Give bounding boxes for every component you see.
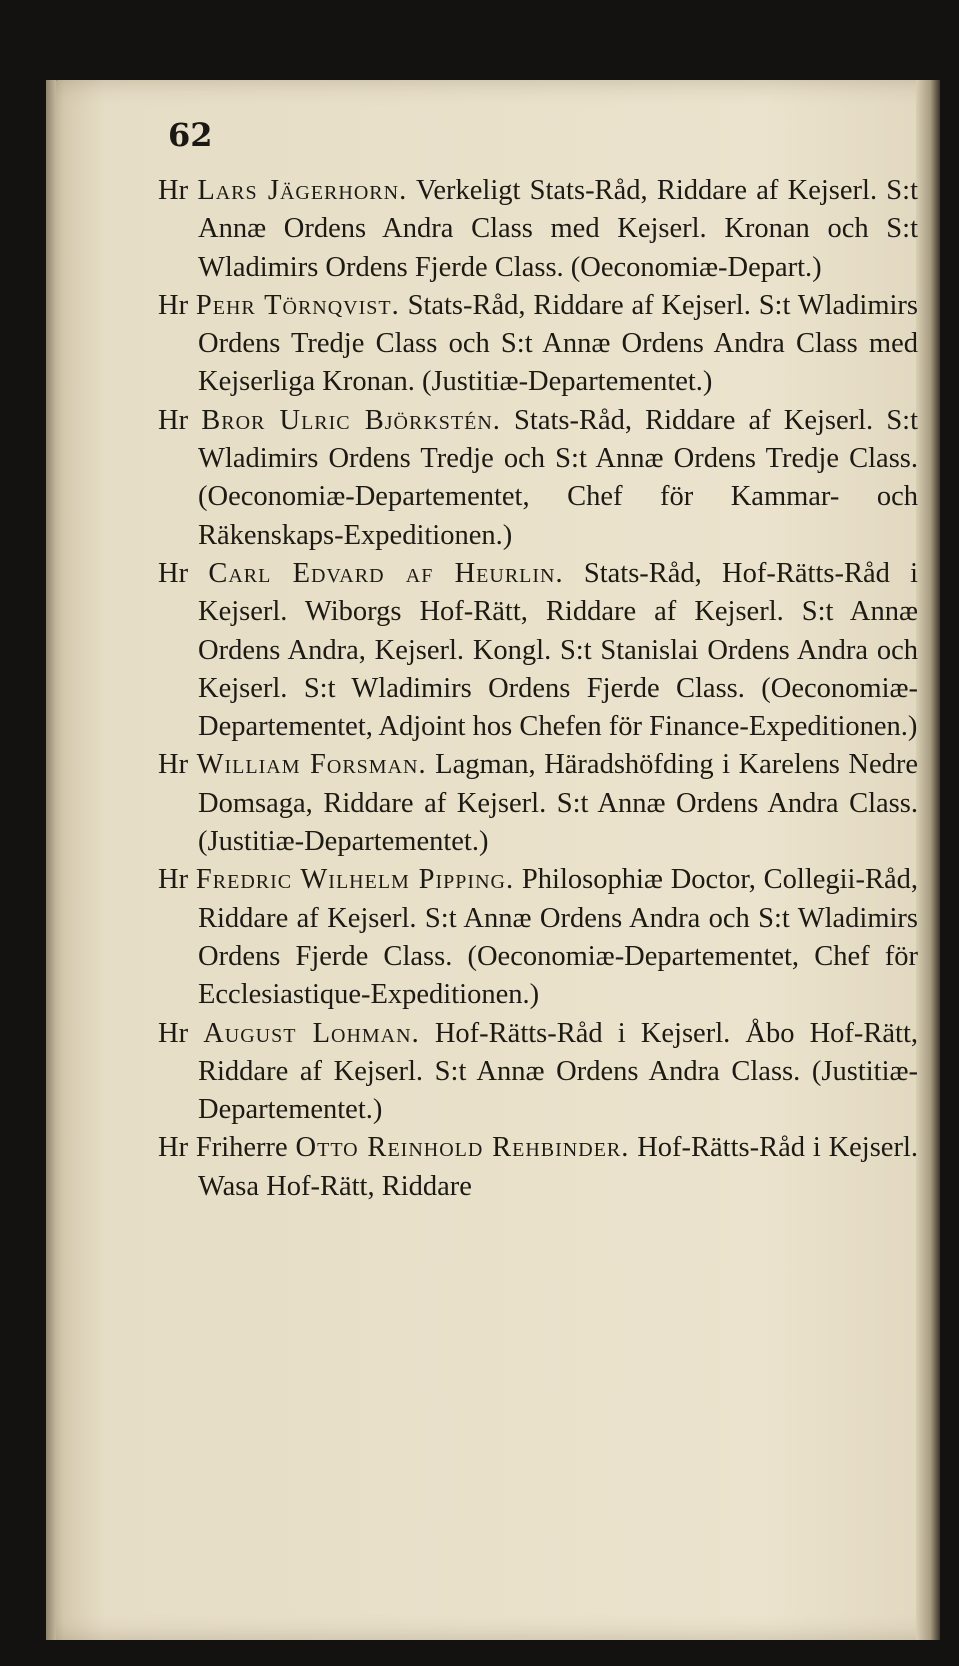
entry [158, 861, 918, 1014]
entry-prefix: Hr [158, 864, 189, 896]
entry-prefix: Hr [158, 749, 189, 781]
entry-text: Hof-Rätts-Råd i Kejserl. Åbo Hof-Rätt, Riddare af Kejserl. S:t Annæ Ordens Andra Class. (Justitiæ-Departementet.) [198, 1017, 919, 1126]
entry-text: Hof-Rätts-Råd i Kejserl. Wasa Hof-Rätt, Riddare [198, 1132, 918, 1202]
entry [158, 402, 918, 555]
entry-name: Fredric Wilhelm Pipping. [195, 864, 515, 896]
entry-name: Lars Jägerhorn. [197, 175, 408, 206]
entry-prefix: Hr [158, 1017, 189, 1049]
entry-prefix: Hr [158, 404, 189, 436]
entry-name: Carl Edvard af Heurlin. [208, 557, 564, 589]
entry-prefix: Hr [158, 557, 189, 589]
entry [158, 1015, 918, 1130]
book-page [46, 80, 940, 1640]
entry-text: Verkeligt Stats-Råd, Riddare af Kejserl. S:t Annæ Ordens Andra Class med Kejserl. Kronan och S:t Wladimirs Ordens Fjerde Class. (Oeconomiæ-Depart.) [198, 175, 918, 283]
entry [158, 172, 918, 287]
entry-name: William Forsman. [196, 749, 427, 781]
entry-list [158, 172, 918, 1206]
entry-prefix: Hr [158, 175, 189, 206]
page-edge [916, 80, 940, 1640]
entry-text: Stats-Råd, Hof-Rätts-Råd i Kejserl. Wiborgs Hof-Rätt, Riddare af Kejserl. S:t Annæ Ordens Andra, Kejserl. Kongl. S:t Stanislai Ordens Andra och Kejserl. S:t Wladimirs Ordens Fjerde Class. (Oeconomiæ-Departementet, Adjoint hos Chefen för Finance-Expeditionen.) [198, 557, 919, 743]
entry [158, 1129, 918, 1206]
entry [158, 555, 918, 746]
entry-text: Lagman, Häradshöfding i Karelens Nedre Domsaga, Riddare af Kejserl. S:t Annæ Ordens Andra Class. (Justitiæ-Departementet.) [198, 749, 919, 858]
entry-prefix: Hr Friherre [158, 1132, 288, 1164]
entry [158, 287, 918, 402]
page-gutter-shadow [46, 80, 56, 1640]
entry-text: Philosophiæ Doctor, Collegii-Råd, Riddare af Kejserl. S:t Annæ Ordens Andra och S:t Wladimirs Ordens Fjerde Class. (Oeconomiæ-Departementet, Chef för Ecclesiastique-Expeditionen.) [198, 864, 919, 1011]
entry-name: August Lohman. [203, 1017, 420, 1049]
entry-prefix: Hr [158, 289, 189, 321]
entry-name: Pehr Törnqvist. [195, 289, 400, 321]
entry-name: Otto Reinhold Rehbinder. [295, 1132, 630, 1164]
entry-text: Stats-Råd, Riddare af Kejserl. S:t Wladimirs Ordens Tredje och S:t Annæ Ordens Tredje Class. (Oeconomiæ-Departementet, Chef för Kammar- och Räkenskaps-Expeditionen.) [198, 404, 919, 551]
page-number: 62 [168, 116, 213, 154]
entry-text: Stats-Råd, Riddare af Kejserl. S:t Wladimirs Ordens Tredje Class och S:t Annæ Ordens Andra Class med Kejserliga Kronan. (Justitiæ-Departementet.) [198, 289, 919, 398]
entry-name: Bror Ulric Björkstén. [201, 404, 501, 436]
entry [158, 746, 918, 861]
